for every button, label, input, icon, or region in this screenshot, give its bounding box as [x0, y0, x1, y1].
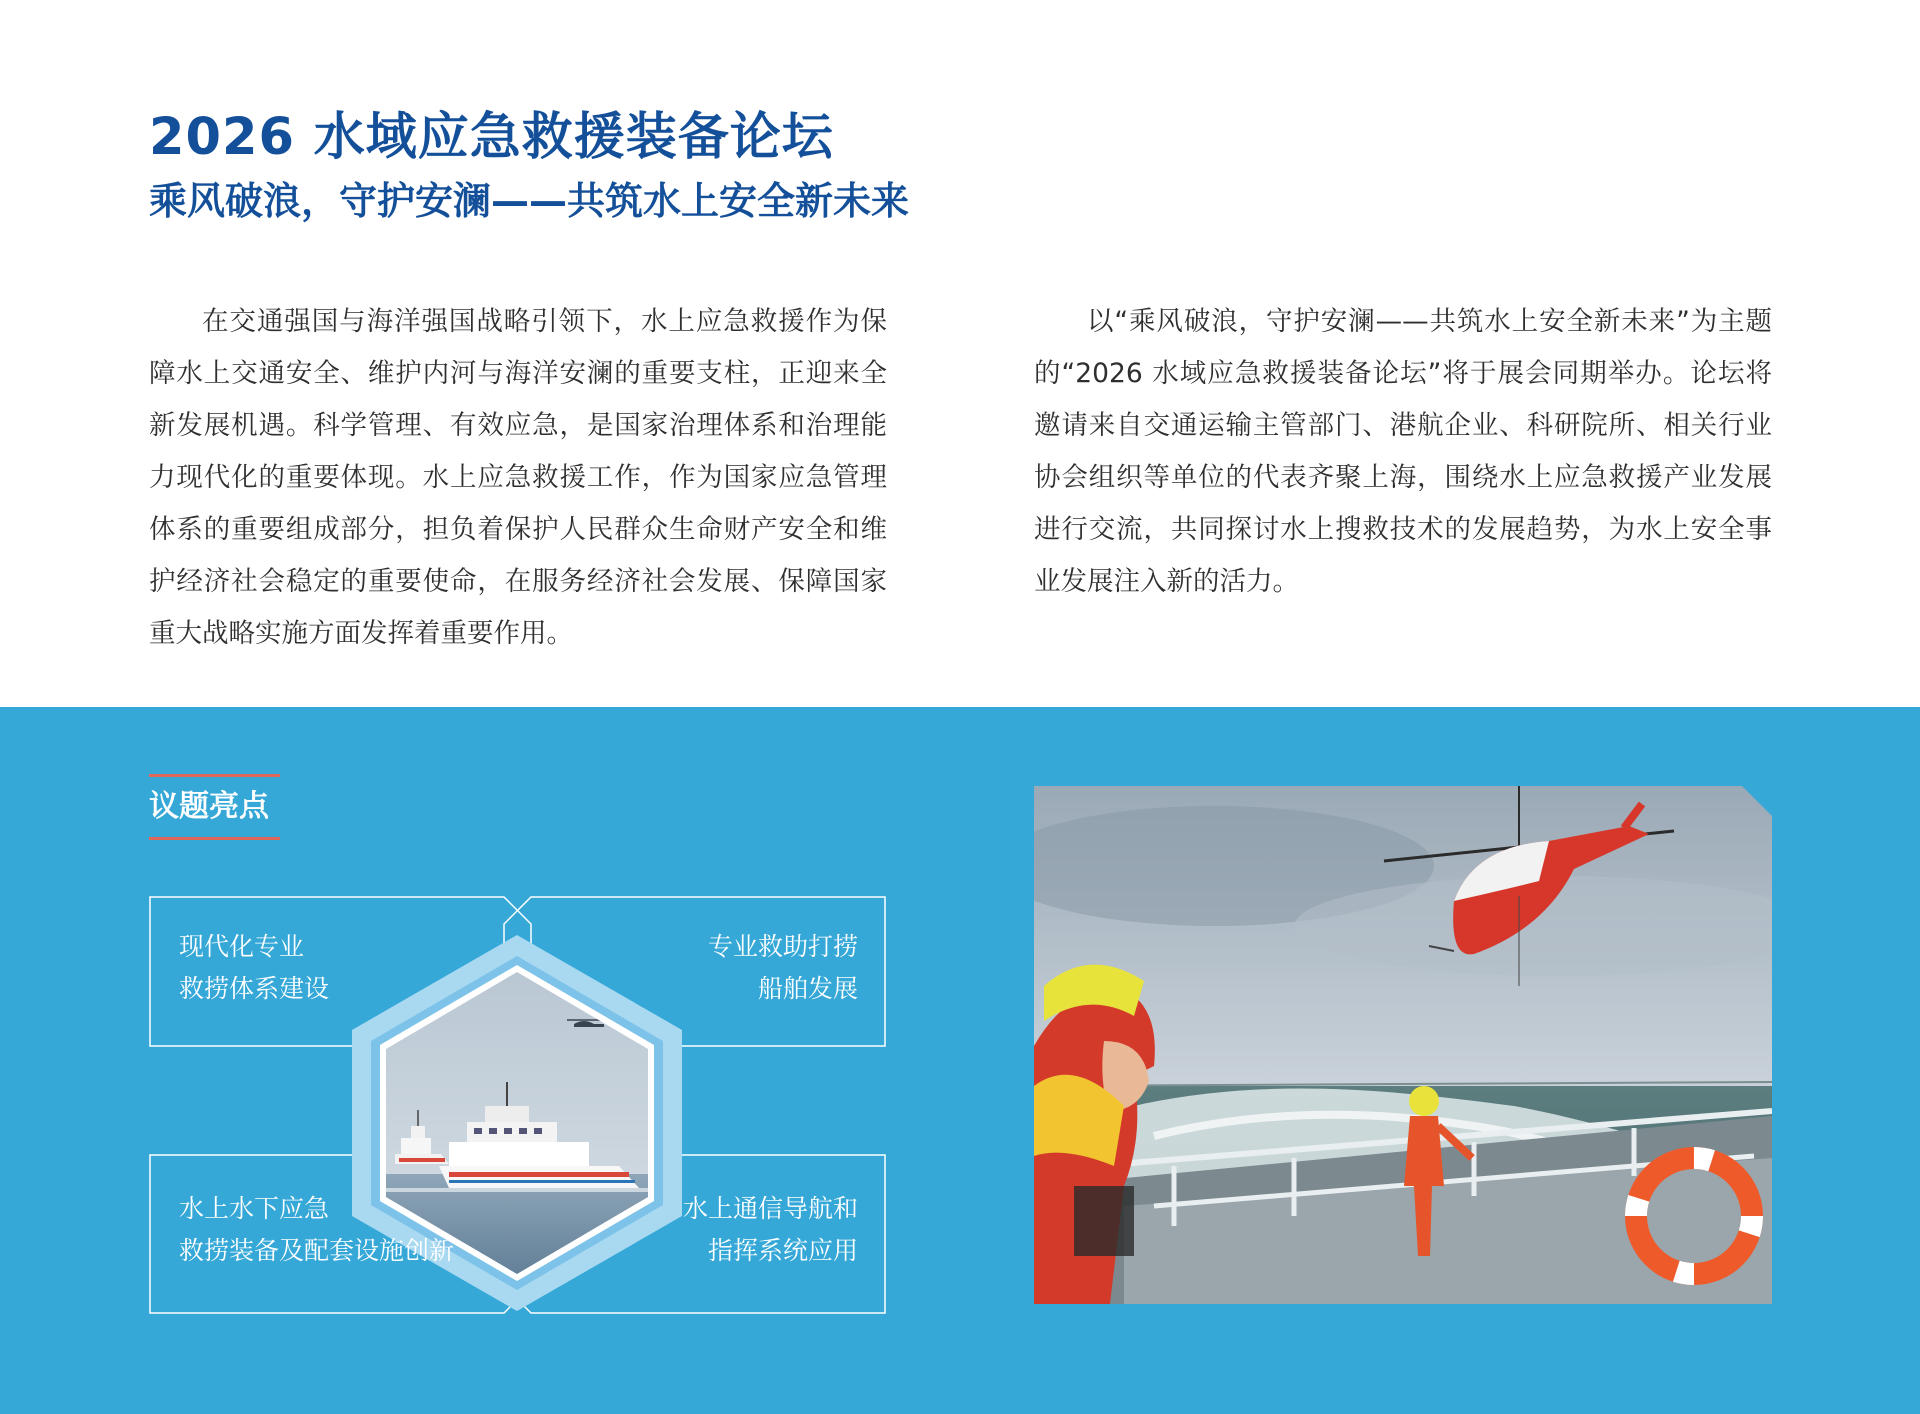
topics-heading	[149, 774, 280, 840]
page-subtitle: 乘风破浪，守护安澜——共筑水上安全新未来	[149, 179, 910, 223]
topic-item-2-line2: 船舶发展	[757, 974, 858, 1003]
page-title: 2026 水域应急救援装备论坛	[149, 108, 834, 167]
heading-top-rule	[149, 774, 280, 777]
topic-item-2	[708, 926, 858, 1010]
topic-item-2-line1: 专业救助打捞	[707, 932, 858, 961]
heading-bottom-rule	[149, 837, 280, 840]
topic-item-4	[683, 1188, 858, 1272]
topic-item-1	[179, 926, 329, 1010]
topic-item-4-line2: 指挥系统应用	[707, 1236, 858, 1265]
intro-paragraph-right: 以“乘风破浪，守护安澜——共筑水上安全新未来”为主题的“2026 水域应急救援装备论坛”将于展会同期举办。论坛将邀请来自交通运输主管部门、港航企业、科研院所、相关行业协会组织等单位的代表齐聚上海，围绕水上应急救援产业发展进行交流，共同探讨水上搜救技术的发展趋势，为水上安全事业发展注入新的活力。	[1034, 306, 1772, 597]
topics-diagram	[149, 896, 886, 1314]
topics-heading-text: 议题亮点	[149, 789, 269, 824]
rescue-photo	[1034, 786, 1772, 1304]
topic-item-3-line2: 救捞装备及配套设施创新	[179, 1236, 455, 1265]
topic-item-4-line1: 水上通信导航和	[682, 1194, 858, 1223]
topic-item-3-line1: 水上水下应急	[179, 1194, 330, 1223]
intro-paragraph-left: 在交通强国与海洋强国战略引领下，水上应急救援作为保障水上交通安全、维护内河与海洋安澜的重要支柱，正迎来全新发展机遇。科学管理、有效应急，是国家治理体系和治理能力现代化的重要体现。水上应急救援工作，作为国家应急管理体系的重要组成部分，担负着保护人民群众生命财产安全和维护经济社会稳定的重要使命，在服务经济社会发展、保障国家重大战略实施方面发挥着重要作用。	[149, 306, 887, 649]
topic-item-3	[179, 1188, 454, 1272]
topic-item-1-line2: 救捞体系建设	[179, 974, 330, 1003]
topic-item-1-line1: 现代化专业	[179, 932, 305, 961]
